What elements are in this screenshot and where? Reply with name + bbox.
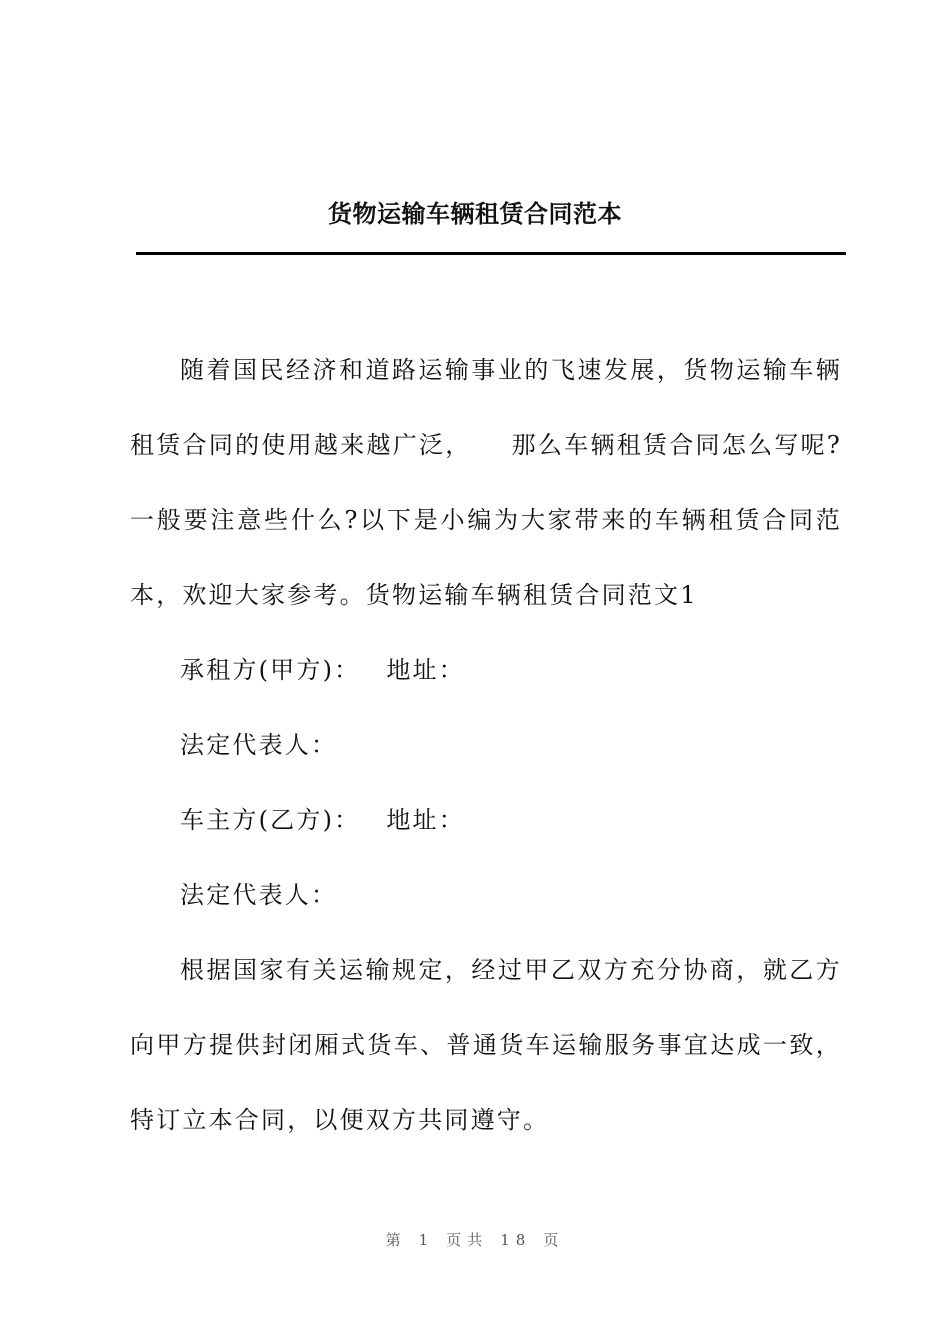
party-b-label: 车主方(乙方)： [180,806,361,834]
footer-page-number: 1 [418,1231,435,1249]
party-b-line [130,783,842,858]
page-footer [0,1229,950,1250]
title-divider [136,252,846,255]
intro-paragraph [130,333,842,633]
party-a-line [130,633,842,708]
agreement-paragraph: 根据国家有关运输规定，经过甲乙双方充分协商，就乙方向甲方提供封闭厢式货车、普通货车运输服务事宜达成一致，特订立本合同，以便双方共同遵守。 [130,956,842,1134]
party-b-address-label: 地址： [386,806,465,834]
intro-part-2: 那么车辆租赁合同怎么写呢?一般要注意些什么?以下是小编为大家带来的车辆租赁合同范本，欢迎大家参考。货物运输车辆租赁合同范文1 [130,431,842,609]
footer-total-pages: 18 [500,1231,532,1249]
party-a-label: 承租方(甲方)： [180,656,361,684]
document-title: 货物运输车辆租赁合同范本 [328,200,622,228]
footer-page-prefix: 第 [385,1231,407,1249]
footer-page-suffix: 页 [543,1231,565,1249]
party-a-representative: 法定代表人： [180,731,338,759]
intro-part-1: 随着国民经济和道路运输事业的飞速发展，货物运输车辆租赁合同的使用越来越广泛， [130,356,842,459]
party-b-representative: 法定代表人： [180,881,338,909]
footer-page-middle: 页共 [446,1231,489,1249]
document-body [130,333,842,1158]
party-a-address-label: 地址： [386,656,465,684]
